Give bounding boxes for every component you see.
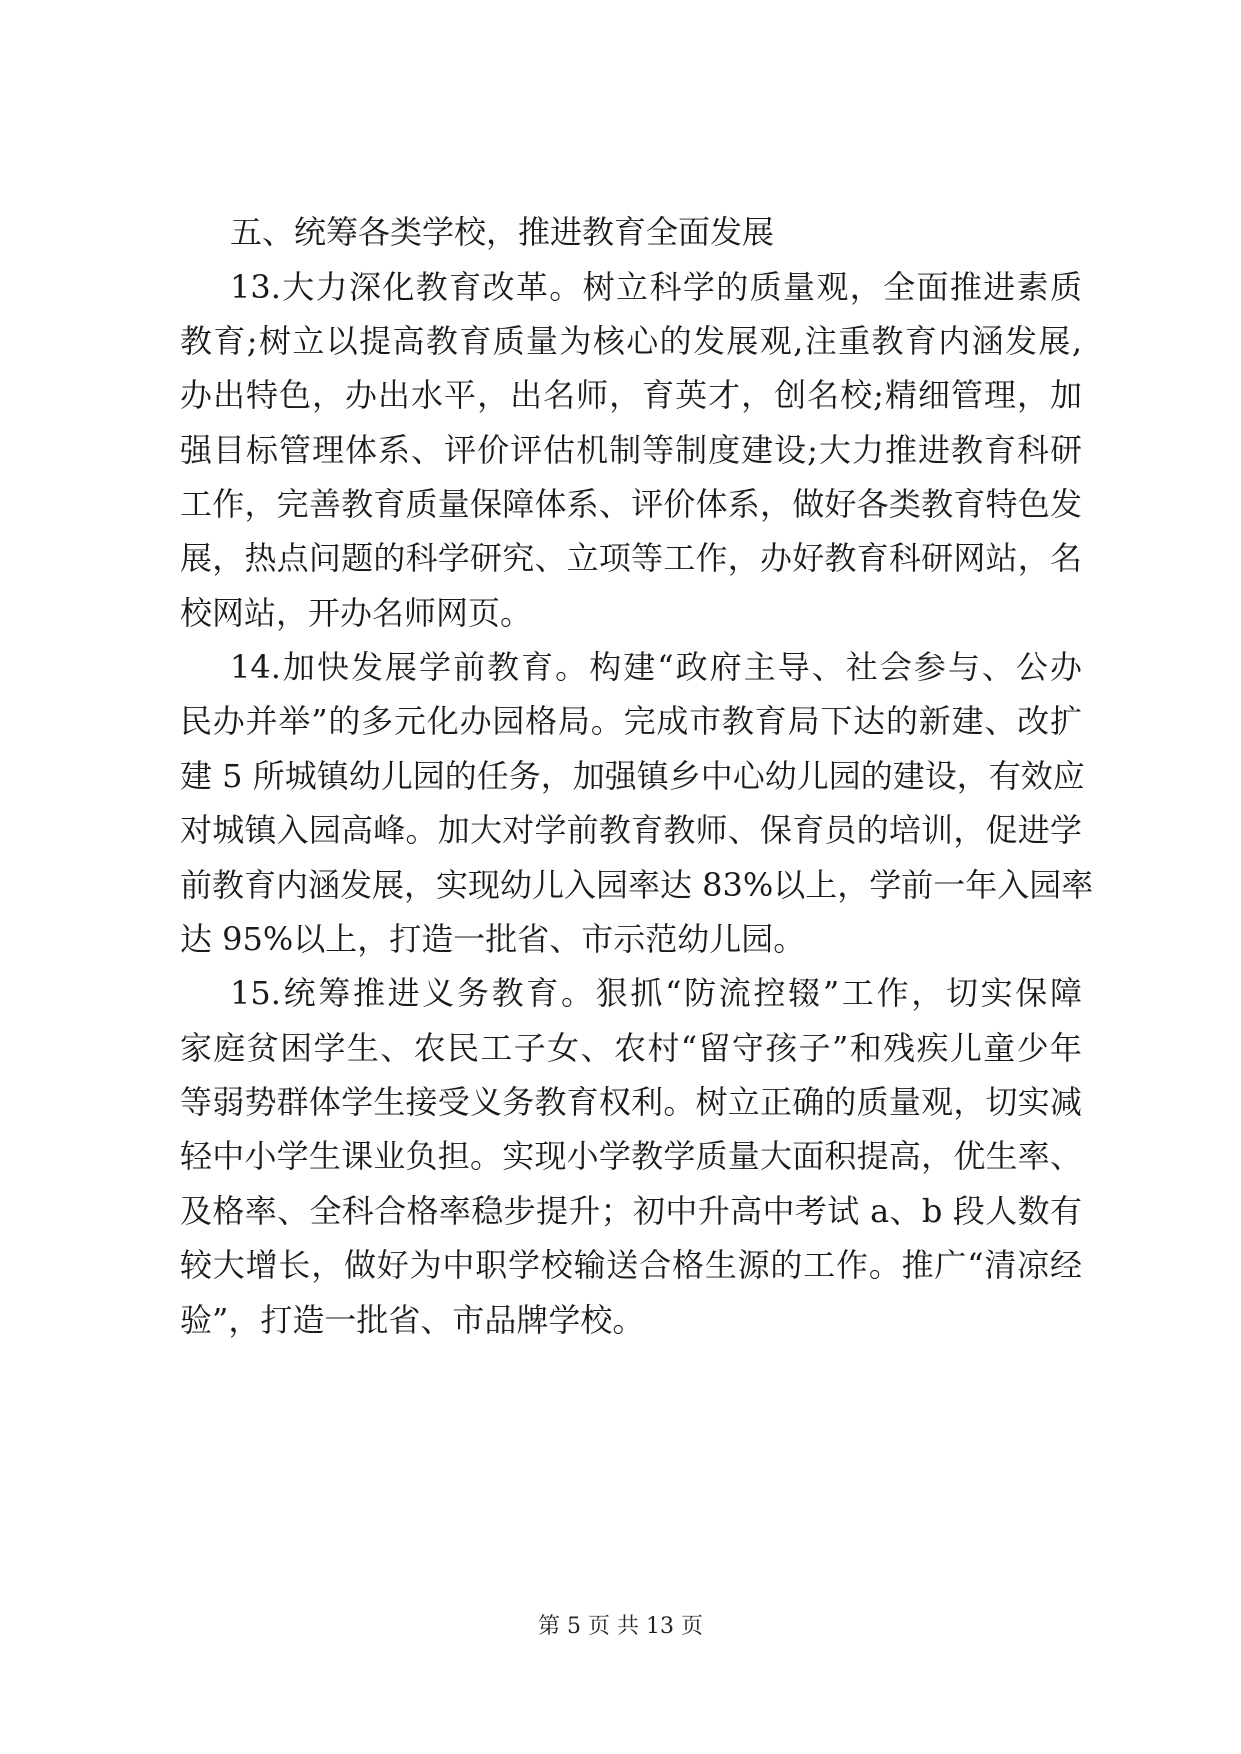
paragraph-15-line-7: 验”，打造一批省、市品牌学校。 [180, 1301, 645, 1339]
paragraph-14-line-2: 民办并举”的多元化办园格局。完成市教育局下达的新建、改扩 [180, 702, 1082, 740]
paragraph-13-line-5: 工作，完善教育质量保障体系、评价体系，做好各类教育特色发 [180, 485, 1082, 523]
paragraph-15-line-5: 及格率、全科合格率稳步提升；初中升高中考试 a、b 段人数有 [180, 1192, 1082, 1230]
section-heading: 五、统筹各类学校，推进教育全面发展 [230, 213, 775, 251]
paragraph-13-line-4: 强目标管理体系、评价评估机制等制度建设;大力推进教育科研 [180, 431, 1082, 469]
paragraph-15-line-2: 家庭贫困学生、农民工子女、农村“留守孩子”和残疾儿童少年 [180, 1029, 1082, 1067]
paragraph-14-line-3: 建 5 所城镇幼儿园的任务，加强镇乡中心幼儿园的建设，有效应 [180, 757, 1085, 795]
paragraph-14-line-5: 前教育内涵发展，实现幼儿入园率达 83%以上，学前一年入园率 [180, 866, 1094, 904]
paragraph-14-line-6: 达 95%以上，打造一批省、市示范幼儿园。 [180, 920, 806, 958]
paragraph-13-line-6: 展，热点问题的科学研究、立项等工作，办好教育科研网站，名 [180, 539, 1082, 577]
paragraph-15-line-3: 等弱势群体学生接受义务教育权利。树立正确的质量观，切实减 [180, 1083, 1082, 1121]
paragraph-15-line-6: 较大增长，做好为中职学校输送合格生源的工作。推广“清凉经 [180, 1246, 1082, 1284]
page-number-footer: 第 5 页 共 13 页 [538, 1614, 703, 1639]
paragraph-14-line-1: 14.加快发展学前教育。构建“政府主导、社会参与、公办 [230, 648, 1082, 686]
paragraph-13-line-1: 13.大力深化教育改革。树立科学的质量观，全面推进素质 [230, 268, 1082, 306]
paragraph-15-line-1: 15.统筹推进义务教育。狠抓“防流控辍”工作，切实保障 [230, 974, 1082, 1012]
paragraph-15-line-4: 轻中小学生课业负担。实现小学教学质量大面积提高，优生率、 [180, 1137, 1082, 1175]
paragraph-13-line-7: 校网站，开办名师网页。 [180, 594, 533, 632]
paragraph-13-line-3: 办出特色，办出水平，出名师，育英才，创名校;精细管理，加 [180, 376, 1082, 414]
paragraph-13-line-2: 教育;树立以提高教育质量为核心的发展观,注重教育内涵发展, [180, 322, 1082, 360]
paragraph-14-line-4: 对城镇入园高峰。加大对学前教育教师、保育员的培训，促进学 [180, 811, 1082, 849]
